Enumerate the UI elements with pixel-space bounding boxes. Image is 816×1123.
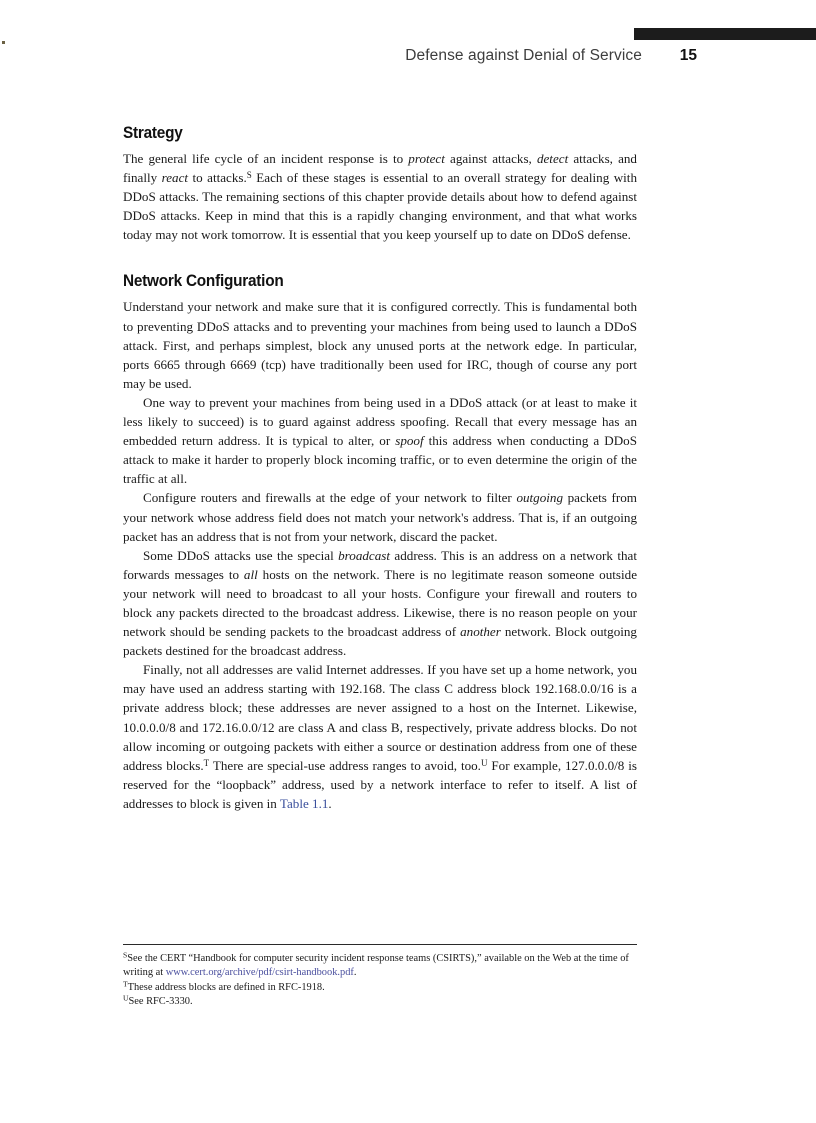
running-head [123, 47, 697, 71]
text-run: Some DDoS attacks use the special [143, 547, 339, 563]
external-link[interactable]: www.cert.org/archive/pdf/csirt-handbook.pdf [165, 967, 354, 979]
section-heading: Strategy [123, 124, 183, 142]
body-paragraph [123, 546, 637, 661]
footnote-reference: U [480, 757, 488, 768]
emphasis-text: spoof [395, 433, 424, 449]
text-run: this address when conducting a DDoS attack to make it harder to properly block incoming traffic, or to even determine the origin of the traffic at all. [123, 433, 637, 487]
header-accent-bar [634, 28, 816, 40]
footnotes-block [123, 944, 637, 1010]
chapter-title: Defense against Denial of Service [405, 47, 642, 64]
text-run: . [353, 967, 357, 979]
text-run: See RFC-3330. [128, 996, 193, 1008]
text-run: against attacks, [444, 151, 537, 166]
text-run: One way to prevent your machines from being used in a DDoS attack (or at least to make it less likely to succeed) is to guard against address spoofing. Recall that every message has an embedded return address. It is typical to alter, or [123, 394, 637, 449]
footnote-reference: T [203, 757, 210, 768]
footnote-reference: S [246, 170, 252, 181]
footnote-item [123, 995, 637, 1009]
footnote-item [123, 981, 637, 995]
emphasis-text: outgoing [516, 490, 563, 506]
text-run: to attacks. [188, 170, 247, 186]
text-run: The general life cycle of an incident response is to [123, 151, 409, 166]
text-run: packets from your network whose address field does not match your network's address. That is, if an outgoing packet has an address that is not from your network, discard the packet. [123, 490, 637, 544]
emphasis-text: another [460, 624, 501, 640]
text-run: See the CERT “Handbook for computer security incident response teams (CSIRTS),” available on the Web at the time of writing at [123, 953, 629, 979]
emphasis-text: protect [408, 151, 445, 166]
text-run: There are special-use address ranges to avoid, too. [209, 757, 481, 773]
body-paragraph [123, 488, 637, 545]
body-paragraph [123, 660, 637, 813]
emphasis-text: detect [536, 151, 569, 166]
page-number: 15 [679, 47, 697, 64]
emphasis-text: all [243, 566, 258, 582]
text-run: Finally, not all addresses are valid Internet addresses. If you have set up a home network, you may have used an address starting with 192.168. The class C address block 192.168.0.0/16 is a private address block; these addresses are never assigned to a host on the Internet. Likewise, 10.0.0.0/8 and 172.16.0.0/12 are class A and class B, respectively, private address blocks. Do not allow incoming or outgoing packets with either a source or destination address from one of these address blocks. [123, 662, 637, 773]
text-run: network. Block outgoing packets destined for the broadcast address. [123, 624, 637, 659]
body-paragraph [123, 297, 637, 392]
section-heading: Network Configuration [123, 272, 284, 291]
cross-reference-link[interactable]: Table 1.1 [279, 795, 329, 811]
text-run: These address blocks are defined in RFC-1918. [127, 981, 325, 993]
text-column [123, 124, 637, 813]
text-run: Understand your network and make sure that it is configured correctly. This is fundamental both to preventing DDoS attacks and to preventing your machines from being used to launch a DDoS attack. First, and perhaps simplest, block any unused ports at the network edge. In particular, ports 6665 through 6669 (tcp) have traditionally been used for IRC, though of course any port may be used. [123, 299, 637, 391]
text-run: hosts on the network. There is no legitimate reason someone outside your network will need to broadcast to all your hosts. Configure your firewall and routers to block any packets directed to the broadcast address. Likewise, there is no reason people on your network should be sending packets to the broadcast address of [123, 566, 638, 640]
footnote-list [123, 952, 637, 1010]
footnote-marker: T [123, 979, 128, 989]
body-paragraph [123, 393, 637, 488]
footnote-marker: S [123, 950, 128, 960]
text-run: address. This is an address on a network that forwards messages to [123, 547, 637, 582]
footnote-item [123, 952, 637, 981]
emphasis-text: react [161, 170, 189, 186]
body-paragraph [123, 149, 637, 244]
text-run: attacks, and finally [123, 151, 637, 186]
footnote-separator-rule [123, 944, 637, 945]
text-run: Each of these stages is essential to an overall strategy for dealing with DDoS attacks. The remaining sections of this chapter provide details about how to defend against DDoS attacks. Keep in mind that this is a rapidly changing environment, and that what works today may not work tomorrow. It is essential that you keep yourself up to date on DDoS defense. [123, 170, 637, 243]
text-run: For example, 127.0.0.0/8 is reserved for the “loopback” address, used by a network interface to refer to itself. A list of addresses to block is given in [123, 757, 637, 811]
footnote-marker: U [123, 993, 129, 1003]
emphasis-text: broadcast [338, 547, 391, 563]
page-edge-mark [2, 41, 5, 44]
text-run: . [328, 795, 332, 811]
text-run: Configure routers and firewalls at the edge of your network to filter [143, 490, 517, 506]
